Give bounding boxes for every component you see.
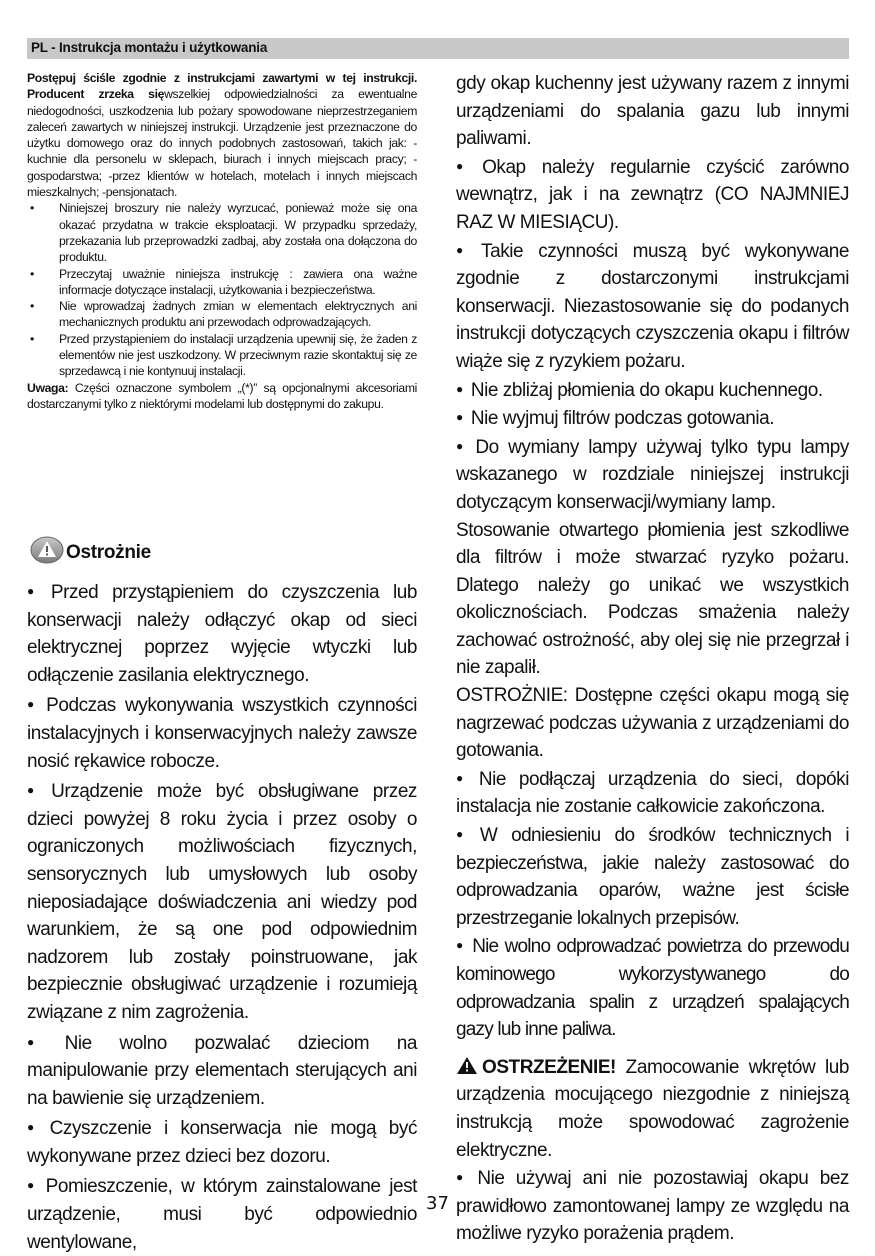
hot-parts-paragraph: OSTROŻNIE: Dostępne części okapu mogą się nagrzewać podczas używania z urządzeniami do gotowania. <box>456 685 849 762</box>
caution-item: ● Do wymiany lampy używaj tylko typu lampy wskazanego w rozdziale niniejszej instrukcji dotyczącym konserwacji/wymiany lamp. <box>456 436 849 513</box>
intro-bullets <box>27 200 417 379</box>
caution-item: ● Pomieszczenie, w którym zainstalowane jest urządzenie, musi być odpowiednio wentylowane, <box>27 1176 417 1253</box>
note-text: Części oznaczone symbolem „(*)” są opcjonalnymi akcesoriami dostarczanymi tylko z niektórymi modelami lub dostępnymi do zakupu. <box>27 380 417 411</box>
note-paragraph <box>27 380 417 413</box>
warning-label: OSTRZEŻENIE! <box>482 1056 616 1078</box>
left-column-intro <box>27 70 417 412</box>
caution-item: ● Nie wolno odprowadzać powietrza do przewodu kominowego wykorzystywanego do odprowadzania spalin z urządzeń spalających gazy lub inne paliwa. <box>456 936 850 1041</box>
list-item: • Przed przystąpieniem do instalacji urządzenia upewnij się, że żaden z elementów nie jest uszkodzony. W przeciwnym razie skontaktuj się ze sprzedawcą i nie kontynuuj instalacji. <box>30 331 417 379</box>
caution-item: ● Okap należy regularnie czyścić zarówno wewnątrz, jak i na zewnątrz (CO NAJMNIEJ RAZ W MIESIĄCU). <box>456 156 849 233</box>
left-column-caution <box>27 578 417 1256</box>
continuation-text: gdy okap kuchenny jest używany razem z innymi urządzeniami do spalania gazu lub innymi paliwami. <box>456 73 849 150</box>
warning-triangle-icon <box>456 1056 478 1075</box>
section-header <box>27 38 849 59</box>
caution-item: ● Czyszczenie i konserwacja nie mogą być wykonywane przez dzieci bez dozoru. <box>27 1118 417 1167</box>
list-item: • Nie wprowadzaj żadnych zmian w elementach elektrycznych ani mechanicznych produktu ani przewodach odprowadzających. <box>30 299 417 330</box>
list-item: • Niniejszej broszury nie należy wyrzucać, ponieważ może się ona okazać przydatna w trakcie eksploatacji. W przypadku sprzedaży, przekazania lub przeprowadzki zadbaj, aby została ona dołączona do produktu. <box>30 201 417 265</box>
caution-item: ● Urządzenie może być obsługiwane przez dzieci powyżej 8 roku życia i przez osoby o ograniczonych możliwościach fizycznych, sensorycznych lub umysłowych lub osoby nieposiadające doświadczenia ani wiedzy pod warunkiem, że są one pod odpowiednim nadzorem lub zostały poinstruowane, jak bezpiecznie obsługiwać urządzenie i rozumieją związane z nim zagrożenia. <box>27 781 417 1023</box>
list-item: • Przeczytaj uważnie niniejsza instrukcję : zawiera ona ważne informacje dotyczące instalacji, użytkowania i bezpieczeństwa. <box>30 266 417 297</box>
warning-text: Zamocowanie wkrętów lub urządzenia mocującego niezgodnie z niniejszą instrukcją może spowodować zagrożenie elektryczne. <box>456 1056 849 1161</box>
intro-rest: wszelkiej odpowiedzialności za ewentualne niedogodności, uszkodzenia lub pożary spowodowane nieprzestrzeganiem zaleceń zawartych w niniejszej instrukcji. Urządzenie jest przeznaczone do użytku domowego oraz do innych podobnych zastosowań, takich jak: - kuchnie dla personelu w sklepach, biurach i innych miejscach pracy; -gospodarstwa; -przez klientów w hotelach, motelach i innych miejscach mieszkalnych; -pensjonatach. <box>27 87 418 200</box>
caution-item: ● W odniesieniu do środków technicznych i bezpieczeństwa, jakie należy zastosować do odprowadzania oparów, ważne jest ścisłe przestrzeganie lokalnych przepisów. <box>456 825 849 929</box>
page-number: 37 <box>426 1193 449 1214</box>
caution-item: ● Nie zbliżaj płomienia do okapu kuchennego. <box>456 379 823 401</box>
caution-item: ● Przed przystąpieniem do czyszczenia lub konserwacji należy odłączyć okap od sieci elektrycznej poprzez wyjęcie wtyczki lub odłączenie zasilania elektrycznego. <box>27 582 417 686</box>
note-label: Uwaga: <box>27 380 69 395</box>
warning-paragraph <box>456 1054 849 1164</box>
right-column <box>456 70 849 1248</box>
caution-item: ● Nie wyjmuj filtrów podczas gotowania. <box>456 408 775 430</box>
caution-item: ● Podczas wykonywania wszystkich czynności instalacyjnych i konserwacyjnych należy zawsze nosić rękawice robocze. <box>27 695 417 772</box>
intro-paragraph <box>27 70 417 200</box>
caution-title: Ostrożnie <box>66 542 151 563</box>
intro-bold: Postępuj ściśle zgodnie z instrukcjami zawartymi w tej instrukcji. Producent zrzeka się <box>27 71 417 102</box>
warning-badge-icon <box>30 536 64 564</box>
caution-item: ● Takie czynności muszą być wykonywane zgodnie z dostarczonymi instrukcjami konserwacji. Niezastosowanie się do podanych instrukcji dotyczących czyszczenia okapu i filtrów wiąże się z ryzykiem pożaru. <box>456 240 849 372</box>
caution-item: ● Nie wolno pozwalać dzieciom na manipulowanie przy elementach sterujących ani na bawienie się urządzeniem. <box>27 1032 417 1109</box>
caution-item: ● Nie używaj ani nie pozostawiaj okapu bez prawidłowo zamontowanej lampy ze względu na możliwe ryzyko porażenia prądem. <box>456 1168 849 1245</box>
caution-heading <box>30 536 151 564</box>
flame-paragraph: Stosowanie otwartego płomienia jest szkodliwe dla filtrów i może stwarzać ryzyko pożaru. Dlatego należy go unikać we wszystkich okolicznościach. Podczas smażenia należy zachować ostrożność, aby olej się nie przegrzał i nie zapalił. <box>456 519 849 679</box>
caution-item: ● Nie podłączaj urządzenia do sieci, dopóki instalacja nie zostanie całkowicie zakończona. <box>456 768 849 818</box>
section-title: PL - Instrukcja montażu i użytkowania <box>31 40 268 55</box>
